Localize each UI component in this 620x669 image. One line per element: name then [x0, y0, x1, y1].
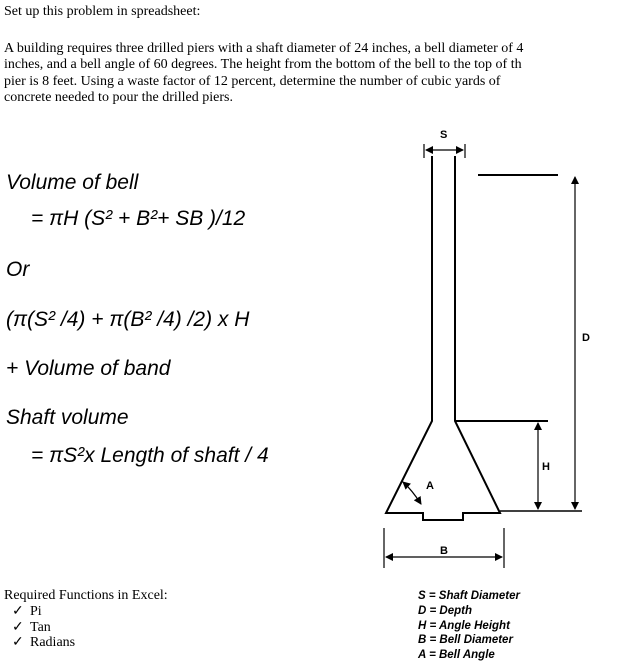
- bell-formula-2: (π(S² /4) + π(B² /4) /2) x H: [6, 308, 250, 331]
- a-label: A: [426, 480, 434, 492]
- function-tan: Tan: [30, 619, 51, 635]
- volume-of-bell-title: Volume of bell: [6, 171, 139, 194]
- problem-line: concrete needed to pour the drilled piers.: [4, 90, 233, 106]
- shaft-volume-title: Shaft volume: [6, 406, 129, 429]
- check-icon: ✓: [12, 635, 24, 651]
- volume-of-band: + Volume of band: [6, 357, 171, 380]
- b-label: B: [440, 545, 448, 557]
- legend-item: S = Shaft Diameter: [418, 590, 520, 602]
- function-pi: Pi: [30, 603, 42, 619]
- legend-item: B = Bell Diameter: [418, 634, 513, 647]
- required-title: Required Functions in Excel:: [4, 588, 168, 603]
- or-label: Or: [6, 258, 30, 281]
- problem-line: A building requires three drilled piers with a shaft diameter of 24 inches, a bell diameter of 4: [4, 41, 524, 56]
- bell-formula-1: = πH (S² + B²+ SB )/12: [31, 207, 246, 230]
- legend-item: H = Angle Height: [418, 619, 510, 632]
- legend: [418, 589, 520, 663]
- s-label: S: [440, 129, 448, 141]
- check-icon: ✓: [12, 619, 24, 635]
- legend-item: A = Bell Angle: [418, 649, 495, 662]
- pier-outline: [386, 156, 500, 520]
- function-radians: Radians: [30, 635, 76, 651]
- shaft-formula: = πS²x Length of shaft / 4: [31, 444, 269, 467]
- d-label: D: [582, 332, 590, 344]
- problem-line: inches, and a bell angle of 60 degrees. The height from the bottom of the bell to the top of th: [4, 57, 522, 73]
- angle-arc: [403, 482, 421, 504]
- check-icon: ✓: [12, 603, 24, 619]
- heading: Set up this problem in spreadsheet:: [4, 4, 201, 19]
- problem-line: pier is 8 feet. Using a waste factor of 12 percent, determine the number of cubic yards of: [4, 73, 501, 89]
- legend-item: D = Depth: [418, 604, 472, 617]
- h-label: H: [542, 461, 550, 473]
